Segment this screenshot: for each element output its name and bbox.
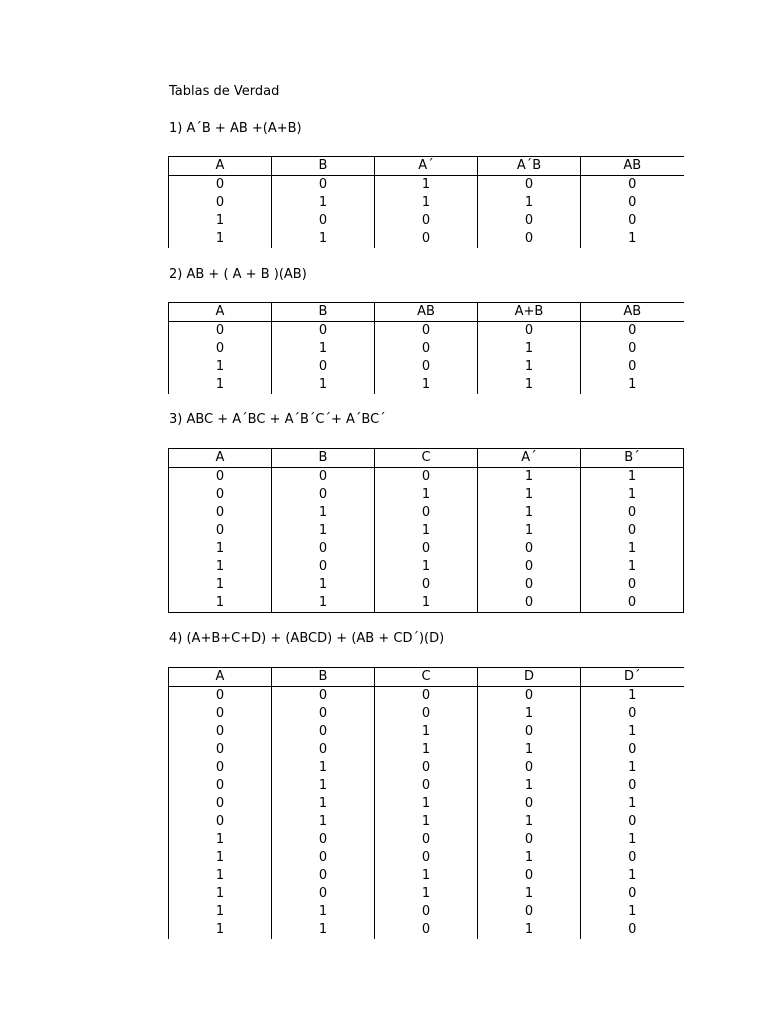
table-cell: 1 [478, 358, 581, 376]
table-cell: 0 [581, 322, 684, 341]
table-cell: 0 [375, 777, 478, 795]
page-title: Tablas de Verdad [169, 84, 280, 99]
table-cell: 1 [375, 795, 478, 813]
table-row [169, 212, 684, 230]
table-row [169, 194, 684, 212]
column-header: A+B [478, 303, 581, 322]
table-cell: 0 [375, 322, 478, 341]
column-header: A [169, 449, 272, 468]
table-cell: 1 [272, 903, 375, 921]
table-cell: 0 [272, 212, 375, 230]
table-cell: 1 [375, 885, 478, 903]
table-cell: 0 [169, 687, 272, 706]
table-cell: 0 [581, 594, 684, 613]
table-cell: 0 [375, 230, 478, 248]
table-cell: 1 [478, 705, 581, 723]
table-cell: 0 [272, 687, 375, 706]
table-cell: 1 [478, 741, 581, 759]
table-cell: 1 [375, 522, 478, 540]
table-cell: 1 [272, 759, 375, 777]
column-header: C [375, 668, 478, 687]
table-cell: 0 [581, 885, 684, 903]
table-cell: 1 [375, 594, 478, 613]
column-header: AB [581, 157, 684, 176]
table-cell: 1 [581, 540, 684, 558]
table-cell: 0 [272, 831, 375, 849]
table-cell: 0 [581, 921, 684, 939]
table-cell: 1 [581, 687, 684, 706]
column-header: B [272, 449, 375, 468]
table-cell: 1 [581, 486, 684, 504]
table-cell: 0 [272, 705, 375, 723]
table-cell: 0 [375, 705, 478, 723]
table-cell: 0 [581, 741, 684, 759]
section-4-heading: 4) (A+B+C+D) + (ABCD) + (AB + CD´)(D) [169, 631, 445, 646]
column-header: D [478, 668, 581, 687]
table-row [169, 903, 684, 921]
table-row [169, 687, 684, 706]
column-header: AB [375, 303, 478, 322]
table-cell: 1 [478, 813, 581, 831]
table-row [169, 759, 684, 777]
column-header: AB [581, 303, 684, 322]
table-cell: 1 [581, 376, 684, 394]
table-cell: 0 [478, 230, 581, 248]
column-header: C [375, 449, 478, 468]
truth-table-1 [168, 156, 684, 248]
table-cell: 0 [169, 468, 272, 487]
table-cell: 0 [272, 540, 375, 558]
table-cell: 1 [272, 504, 375, 522]
table-cell: 1 [478, 777, 581, 795]
table-cell: 0 [272, 486, 375, 504]
table-cell: 0 [272, 176, 375, 195]
table-cell: 0 [375, 468, 478, 487]
table-cell: 1 [375, 723, 478, 741]
table-cell: 1 [272, 795, 375, 813]
table-cell: 1 [169, 867, 272, 885]
table-cell: 1 [272, 230, 375, 248]
table-cell: 1 [169, 212, 272, 230]
table-row [169, 358, 684, 376]
table-cell: 1 [581, 558, 684, 576]
table-cell: 0 [169, 705, 272, 723]
truth-table-2 [168, 302, 684, 394]
table-row [169, 486, 684, 504]
table-cell: 1 [272, 594, 375, 613]
table-cell: 0 [169, 777, 272, 795]
table-cell: 1 [169, 230, 272, 248]
table-cell: 0 [478, 176, 581, 195]
table-cell: 1 [272, 576, 375, 594]
table-cell: 1 [169, 358, 272, 376]
column-header: A [169, 668, 272, 687]
table-row [169, 921, 684, 939]
table-cell: 0 [272, 468, 375, 487]
table-cell: 0 [272, 849, 375, 867]
table-cell: 1 [581, 230, 684, 248]
table-cell: 0 [169, 741, 272, 759]
table-cell: 1 [581, 903, 684, 921]
table-cell: 0 [581, 576, 684, 594]
table-row [169, 831, 684, 849]
table-cell: 1 [375, 194, 478, 212]
table-cell: 0 [169, 340, 272, 358]
column-header: A [169, 303, 272, 322]
table-cell: 0 [272, 741, 375, 759]
table-cell: 0 [375, 759, 478, 777]
table-cell: 0 [478, 576, 581, 594]
table-cell: 1 [581, 468, 684, 487]
table-cell: 1 [169, 376, 272, 394]
table-cell: 0 [169, 322, 272, 341]
table-row [169, 741, 684, 759]
table-cell: 0 [478, 903, 581, 921]
table-cell: 1 [375, 176, 478, 195]
truth-table-4 [168, 667, 684, 939]
table-cell: 1 [581, 867, 684, 885]
table-cell: 1 [272, 340, 375, 358]
table-cell: 0 [581, 504, 684, 522]
table-cell: 0 [169, 486, 272, 504]
table-row [169, 777, 684, 795]
table-cell: 0 [478, 558, 581, 576]
table-row [169, 322, 684, 341]
table-cell: 0 [478, 687, 581, 706]
table-row [169, 885, 684, 903]
table-cell: 0 [478, 831, 581, 849]
table-cell: 0 [581, 522, 684, 540]
table-cell: 0 [272, 322, 375, 341]
table-row [169, 705, 684, 723]
table-cell: 0 [169, 176, 272, 195]
table-row [169, 540, 684, 558]
table-cell: 0 [581, 358, 684, 376]
table-cell: 1 [375, 813, 478, 831]
table-cell: 0 [478, 322, 581, 341]
table-cell: 0 [478, 795, 581, 813]
table-cell: 0 [581, 777, 684, 795]
table-cell: 1 [169, 594, 272, 613]
table-cell: 1 [375, 486, 478, 504]
table-cell: 0 [375, 903, 478, 921]
table-cell: 1 [169, 540, 272, 558]
table-cell: 1 [478, 194, 581, 212]
table-cell: 0 [375, 849, 478, 867]
column-header: B´ [581, 449, 684, 468]
table-cell: 0 [169, 194, 272, 212]
table-cell: 0 [375, 340, 478, 358]
table-row [169, 576, 684, 594]
table-cell: 1 [478, 340, 581, 358]
table-cell: 1 [581, 759, 684, 777]
table-cell: 0 [375, 540, 478, 558]
table-cell: 0 [375, 687, 478, 706]
table-cell: 1 [375, 867, 478, 885]
table-cell: 1 [478, 486, 581, 504]
table-cell: 1 [581, 831, 684, 849]
table-cell: 0 [272, 358, 375, 376]
section-3-heading: 3) ABC + A´BC + A´B´C´+ A´BC´ [169, 412, 386, 427]
table-cell: 0 [478, 594, 581, 613]
table-cell: 0 [478, 759, 581, 777]
table-cell: 0 [375, 358, 478, 376]
table-header-row [169, 157, 684, 176]
table-cell: 0 [375, 576, 478, 594]
table-row [169, 522, 684, 540]
table-header-row [169, 668, 684, 687]
table-cell: 0 [478, 540, 581, 558]
table-cell: 1 [581, 723, 684, 741]
table-cell: 0 [478, 723, 581, 741]
table-cell: 0 [478, 867, 581, 885]
table-row [169, 504, 684, 522]
table-cell: 1 [272, 777, 375, 795]
table-cell: 0 [169, 813, 272, 831]
table-cell: 0 [478, 212, 581, 230]
column-header: B [272, 668, 375, 687]
table-row [169, 795, 684, 813]
table-cell: 0 [169, 522, 272, 540]
table-cell: 1 [169, 885, 272, 903]
table-cell: 0 [581, 813, 684, 831]
table-row [169, 849, 684, 867]
table-cell: 1 [169, 576, 272, 594]
table-cell: 0 [581, 705, 684, 723]
table-cell: 1 [272, 522, 375, 540]
table-cell: 1 [478, 376, 581, 394]
table-row [169, 867, 684, 885]
table-cell: 0 [169, 795, 272, 813]
table-header-row [169, 303, 684, 322]
table-cell: 0 [375, 831, 478, 849]
table-cell: 1 [375, 558, 478, 576]
table-cell: 0 [169, 504, 272, 522]
table-cell: 1 [478, 468, 581, 487]
table-cell: 1 [272, 921, 375, 939]
table-cell: 1 [581, 795, 684, 813]
table-cell: 1 [478, 921, 581, 939]
table-header-row [169, 449, 684, 468]
column-header: B [272, 303, 375, 322]
table-cell: 0 [375, 504, 478, 522]
column-header: A´ [478, 449, 581, 468]
table-cell: 1 [478, 849, 581, 867]
table-cell: 1 [272, 813, 375, 831]
table-cell: 0 [581, 212, 684, 230]
table-cell: 1 [375, 376, 478, 394]
table-cell: 0 [375, 921, 478, 939]
truth-table-3 [168, 448, 684, 613]
table-cell: 1 [169, 831, 272, 849]
table-cell: 1 [169, 558, 272, 576]
table-row [169, 813, 684, 831]
column-header: A [169, 157, 272, 176]
table-cell: 0 [272, 558, 375, 576]
table-row [169, 230, 684, 248]
table-cell: 0 [375, 212, 478, 230]
table-row [169, 723, 684, 741]
table-cell: 1 [478, 885, 581, 903]
section-2-heading: 2) AB + ( A + B )(AB) [169, 267, 307, 282]
column-header: D´ [581, 668, 684, 687]
table-cell: 1 [272, 376, 375, 394]
table-cell: 0 [169, 759, 272, 777]
column-header: A´B [478, 157, 581, 176]
table-cell: 0 [272, 867, 375, 885]
table-cell: 1 [272, 194, 375, 212]
table-row [169, 340, 684, 358]
table-cell: 1 [375, 741, 478, 759]
table-row [169, 176, 684, 195]
table-cell: 1 [478, 522, 581, 540]
table-row [169, 594, 684, 613]
table-cell: 1 [478, 504, 581, 522]
table-cell: 0 [581, 340, 684, 358]
column-header: B [272, 157, 375, 176]
table-cell: 0 [581, 176, 684, 195]
table-cell: 1 [169, 921, 272, 939]
table-cell: 0 [581, 194, 684, 212]
table-cell: 1 [169, 903, 272, 921]
table-cell: 0 [581, 849, 684, 867]
table-cell: 0 [169, 723, 272, 741]
table-cell: 0 [272, 885, 375, 903]
column-header: A´ [375, 157, 478, 176]
table-row [169, 468, 684, 487]
table-cell: 1 [169, 849, 272, 867]
table-row [169, 558, 684, 576]
table-row [169, 376, 684, 394]
section-1-heading: 1) A´B + AB +(A+B) [169, 121, 302, 136]
table-cell: 0 [272, 723, 375, 741]
